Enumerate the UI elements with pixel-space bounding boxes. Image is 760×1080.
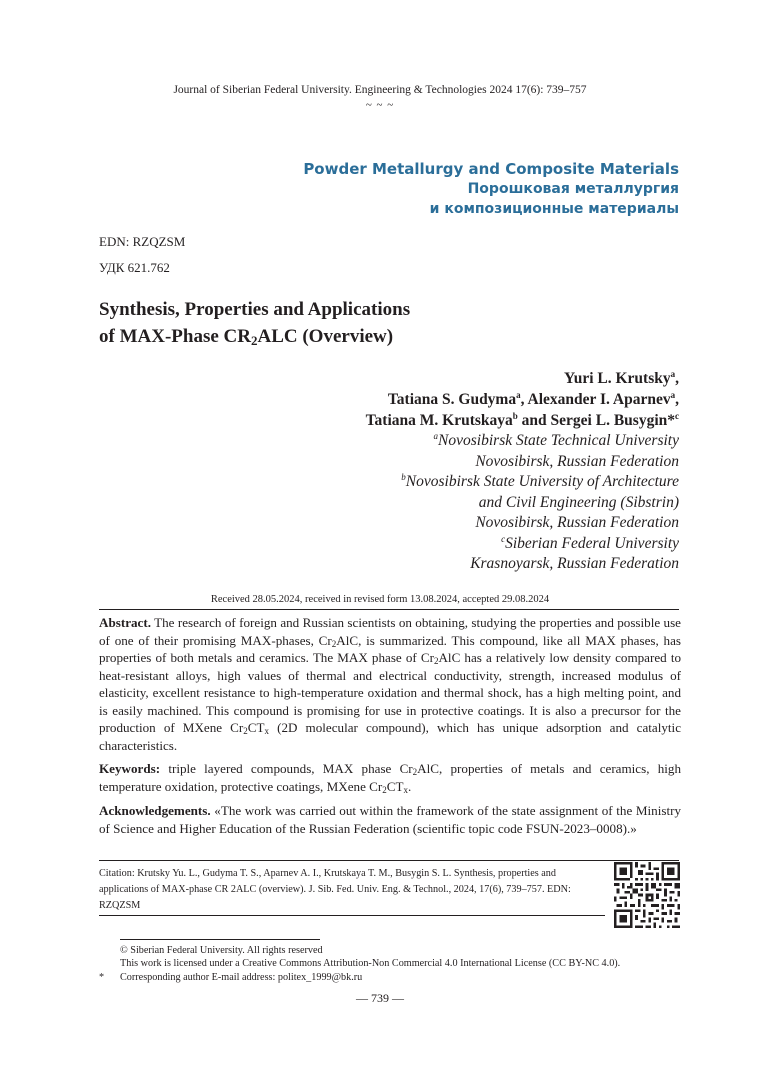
subscript: 2 xyxy=(382,784,387,795)
edn-id: EDN: RZQZSM xyxy=(99,234,186,249)
author-list xyxy=(366,368,679,431)
copyright-note: © Siberian Federal University. All rights reserved xyxy=(120,945,323,956)
section-title-ru-line2: и композиционные материалы xyxy=(429,201,679,217)
article-title xyxy=(99,296,410,350)
subscript: 2 xyxy=(433,656,439,666)
license-note: This work is licensed under a Creative Commons Attribution-Non Commercial 4.0 International License (CC BY-NC 4.0). xyxy=(120,958,621,969)
abstract-text: CT xyxy=(247,720,265,735)
divider-citation-bottom xyxy=(99,915,605,916)
author-name: Alexander I. Aparnev xyxy=(527,391,671,408)
abstract-label: Abstract. xyxy=(99,615,151,630)
page-number: — 739 — xyxy=(356,991,404,1005)
subscript: 2 xyxy=(412,767,418,777)
author-affil-mark: a xyxy=(670,390,676,400)
udk-code: УДК 621.762 xyxy=(99,260,170,275)
author-name: Sergei L. Busygin* xyxy=(550,412,675,429)
affiliation-line: and Civil Engineering (Sibstrin) xyxy=(478,493,679,511)
divider-citation-top xyxy=(99,860,679,861)
title-line2-pre: of MAX-Phase CR xyxy=(99,326,251,347)
divider-top xyxy=(99,609,679,610)
qr-code-icon[interactable] xyxy=(614,862,680,928)
affiliation-line: Krasnoyarsk, Russian Federation xyxy=(470,555,679,572)
affiliation-line: Novosibirsk, Russian Federation xyxy=(475,514,679,531)
author-name: Tatiana S. Gudyma xyxy=(387,391,517,408)
affiliation-line xyxy=(401,431,679,452)
affil-text: Novosibirsk State Technical University xyxy=(438,432,679,449)
keywords-text: triple layered compounds, MAX phase Cr xyxy=(160,761,413,776)
subscript: x xyxy=(403,784,408,795)
title-line2-post: ALC (Overview) xyxy=(257,326,394,347)
footnote-star: * xyxy=(99,972,105,983)
affil-text: Novosibirsk State University of Architecture xyxy=(405,473,679,490)
footnote-divider xyxy=(120,939,320,940)
author-line3 xyxy=(366,410,679,431)
title-line2 xyxy=(99,323,410,350)
author-affil-mark: a xyxy=(516,390,521,400)
author-name: Tatiana M. Krutskaya xyxy=(365,412,513,429)
affil-mark: a xyxy=(433,431,439,441)
affiliation-line: Novosibirsk, Russian Federation xyxy=(475,452,679,470)
affil-mark: c xyxy=(501,533,506,544)
affiliations xyxy=(401,431,679,575)
abstract-text: (2D molecular compound), which has unique adsorption and catalytic characteristics. xyxy=(99,720,682,753)
title-line1: Synthesis, Properties and Applications xyxy=(99,299,411,320)
author-line1 xyxy=(366,368,679,389)
title-subscript: 2 xyxy=(250,333,258,348)
author-sep: , xyxy=(675,391,679,408)
acknowledgements xyxy=(99,802,681,837)
abstract-text: The research of foreign and Russian scientists on obtaining, studying the properties and possible use of one of their promising MAX-phases, Cr xyxy=(99,615,681,648)
affiliation-line xyxy=(401,472,679,493)
subscript: x xyxy=(264,726,269,736)
keywords xyxy=(99,760,681,795)
acknowledgements-text: «The work was carried out within the framework of the state assignment of the Ministry of Science and Higher Education of the Russian Federation (scientific topic code FSUN-2023–0008).» xyxy=(99,803,681,836)
header-separator: ~ ~ ~ xyxy=(365,99,395,111)
abstract-text: AlC has a relatively low density compared to heat-resistant alloys, high values of thermal and electrical conductivity, strength, increased modulus of elasticity, excellent resistance to high-temperature oxidation and thermal shock, has a high melting point, and is easily machined. This compound is promising for use in protective coatings. It is also a precursor for the production of MXene Cr xyxy=(99,650,682,735)
section-title-ru-line1: Порошковая металлургия xyxy=(467,181,679,197)
author-line2 xyxy=(366,389,679,410)
keywords-text: CT xyxy=(386,778,404,794)
abstract xyxy=(99,614,681,754)
author-sep: , xyxy=(520,391,528,408)
author-affil-mark: c xyxy=(675,411,679,421)
subscript: 2 xyxy=(331,638,337,649)
affil-text: Siberian Federal University xyxy=(505,534,679,552)
corresponding-author-note: Corresponding author E-mail address: politex_1999@bk.ru xyxy=(120,972,363,983)
acknowledgements-label: Acknowledgements. xyxy=(99,803,211,818)
subscript: 2 xyxy=(243,726,248,736)
keywords-label: Keywords: xyxy=(99,761,161,776)
author-name: Yuri L. Krutsky xyxy=(563,370,671,387)
keywords-text: . xyxy=(407,778,412,794)
keywords-text: AlC, properties of metals and ceramics, high temperature oxidation, protective coatings, MXene Cr xyxy=(99,761,681,794)
section-title-en: Powder Metallurgy and Composite Materials xyxy=(303,160,679,178)
abstract-text: AlC, is summarized. This compound, like all MAX phases, has properties of both metals and ceramics. The MAX phase of Cr xyxy=(99,632,681,665)
author-affil-mark: a xyxy=(670,369,676,379)
author-sep: , xyxy=(675,370,679,387)
author-sep: and xyxy=(517,412,551,429)
affiliation-line xyxy=(401,534,679,555)
citation: Citation: Krutsky Yu. L., Gudyma T. S., Aparnev A. I., Krutskaya T. M., Busygin S. L. Synthesis, properties and applications of MAX-phase CR 2ALC (overview). J. Sib. Fed. Univ. Eng. & Technol., 2024, 17(6), 739–757. EDN: RZQZSM xyxy=(99,868,571,911)
received-dates: Received 28.05.2024, received in revised form 13.08.2024, accepted 29.08.2024 xyxy=(210,594,550,605)
affil-mark: b xyxy=(401,472,406,482)
journal-header: Journal of Siberian Federal University. Engineering & Technologies 2024 17(6): 739–757 xyxy=(173,84,587,96)
author-affil-mark: b xyxy=(512,411,518,421)
